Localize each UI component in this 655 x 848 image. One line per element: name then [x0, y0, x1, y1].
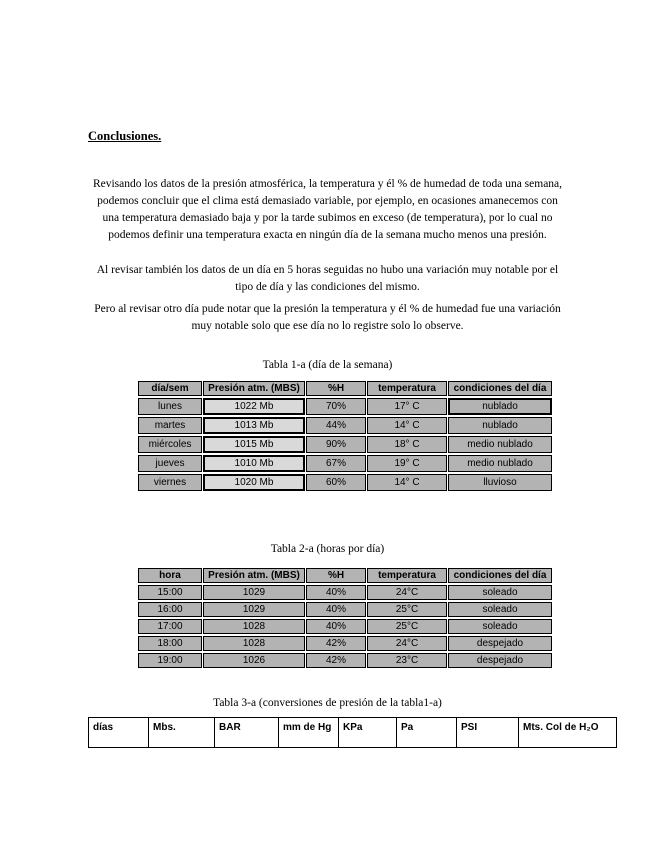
table-cell: 17:00: [138, 619, 202, 634]
table-cell: 60%: [306, 474, 366, 491]
table-cell: 44%: [306, 417, 366, 434]
table-cell: 23°C: [367, 653, 447, 668]
table-cell: miércoles: [138, 436, 202, 453]
column-header: Presión atm. (MBS): [203, 381, 305, 396]
column-header: condiciones del día: [448, 568, 552, 583]
table-cell: 17° C: [367, 398, 447, 415]
table-cell: 19:00: [138, 653, 202, 668]
table-cell: nublado: [448, 417, 552, 434]
column-header: mm de Hg: [279, 718, 339, 748]
table-cell: jueves: [138, 455, 202, 472]
table-cell: 90%: [306, 436, 366, 453]
column-header: Presión atm. (MBS): [203, 568, 305, 583]
table-cell: martes: [138, 417, 202, 434]
column-header: KPa: [339, 718, 397, 748]
table-row: [138, 474, 552, 491]
table-cell: 1026: [203, 653, 305, 668]
table-cell: 14° C: [367, 474, 447, 491]
table-row: [138, 636, 552, 651]
table-cell: nublado: [448, 398, 552, 415]
table-header-row: [138, 381, 552, 396]
column-header: temperatura: [367, 568, 447, 583]
table-2a-horas-por-dia: [137, 566, 553, 670]
table-cell: despejado: [448, 636, 552, 651]
table-row: [138, 417, 552, 434]
column-header: condiciones del día: [448, 381, 552, 396]
table-cell: 18:00: [138, 636, 202, 651]
table-cell: 42%: [306, 653, 366, 668]
table-cell: 40%: [306, 602, 366, 617]
column-header: día/sem: [138, 381, 202, 396]
column-header: BAR: [215, 718, 279, 748]
table-cell: 14° C: [367, 417, 447, 434]
table-row: [138, 602, 552, 617]
column-header: %H: [306, 568, 366, 583]
table-cell: 1015 Mb: [203, 436, 305, 453]
column-header: temperatura: [367, 381, 447, 396]
table-cell: medio nublado: [448, 436, 552, 453]
column-header: hora: [138, 568, 202, 583]
table-cell: lunes: [138, 398, 202, 415]
table-cell: 16:00: [138, 602, 202, 617]
column-header: Mts. Col de H₂O: [519, 718, 617, 748]
table-2a-caption: Tabla 2-a (horas por día): [270, 543, 385, 555]
table-cell: 25°C: [367, 602, 447, 617]
table-cell: 40%: [306, 585, 366, 600]
table-cell: 42%: [306, 636, 366, 651]
table-cell: viernes: [138, 474, 202, 491]
column-header: Pa: [397, 718, 457, 748]
column-header: Mbs.: [149, 718, 215, 748]
table-cell: 19° C: [367, 455, 447, 472]
table-row: [138, 398, 552, 415]
table-cell: 40%: [306, 619, 366, 634]
table-row: [138, 436, 552, 453]
column-header: %H: [306, 381, 366, 396]
table-3a-caption: Tabla 3-a (conversiones de presión de la tabla1-a): [213, 697, 442, 709]
table-cell: 70%: [306, 398, 366, 415]
table-3a-conversiones-presion: [88, 717, 617, 748]
table-cell: lluvioso: [448, 474, 552, 491]
table-row: [138, 585, 552, 600]
table-cell: 24°C: [367, 636, 447, 651]
table-cell: 1029: [203, 602, 305, 617]
table-cell: medio nublado: [448, 455, 552, 472]
table-cell: 18° C: [367, 436, 447, 453]
table-1a-caption: Tabla 1-a (día de la semana): [262, 359, 393, 371]
table-cell: soleado: [448, 619, 552, 634]
table-row: [138, 653, 552, 668]
table-cell: 1020 Mb: [203, 474, 305, 491]
table-cell: soleado: [448, 585, 552, 600]
page-title: Conclusiones.: [88, 129, 162, 143]
table-cell: 1028: [203, 619, 305, 634]
table-cell: 24°C: [367, 585, 447, 600]
table-cell: 15:00: [138, 585, 202, 600]
table-row: [138, 619, 552, 634]
table-cell: despejado: [448, 653, 552, 668]
table-cell: soleado: [448, 602, 552, 617]
table-cell: 1028: [203, 636, 305, 651]
table-cell: 25°C: [367, 619, 447, 634]
paragraph-conclusion-other-day: Pero al revisar otro día pude notar que la presión la temperatura y él % de humedad fue una variación muy notable solo que ese día no lo registre solo lo observe.: [94, 303, 561, 332]
paragraph-conclusion-hours: Al revisar también los datos de un día en 5 horas seguidas no hubo una variación muy notable por el tipo de día y las condiciones del mismo.: [96, 264, 559, 293]
column-header: PSI: [457, 718, 519, 748]
column-header: días: [89, 718, 149, 748]
table-header-row: [138, 568, 552, 583]
table-row: [138, 455, 552, 472]
table-1a-dias-de-la-semana: [137, 379, 553, 493]
table-cell: 1022 Mb: [203, 398, 305, 415]
table-cell: 1013 Mb: [203, 417, 305, 434]
table-cell: 1010 Mb: [203, 455, 305, 472]
table-cell: 1029: [203, 585, 305, 600]
table-header-row: [89, 718, 617, 748]
paragraph-conclusion-week: Revisando los datos de la presión atmosférica, la temperatura y él % de humedad de toda una semana, podemos concluir que el clima está demasiado variable, por ejemplo, en ocasiones amanecemos con una temperatura demasiado baja y por la tarde subimos en exceso (de temperatura), por lo cual no podemos definir una temperatura exacta en ningún día de la semana mucho menos una presión.: [92, 178, 563, 241]
table-cell: 67%: [306, 455, 366, 472]
